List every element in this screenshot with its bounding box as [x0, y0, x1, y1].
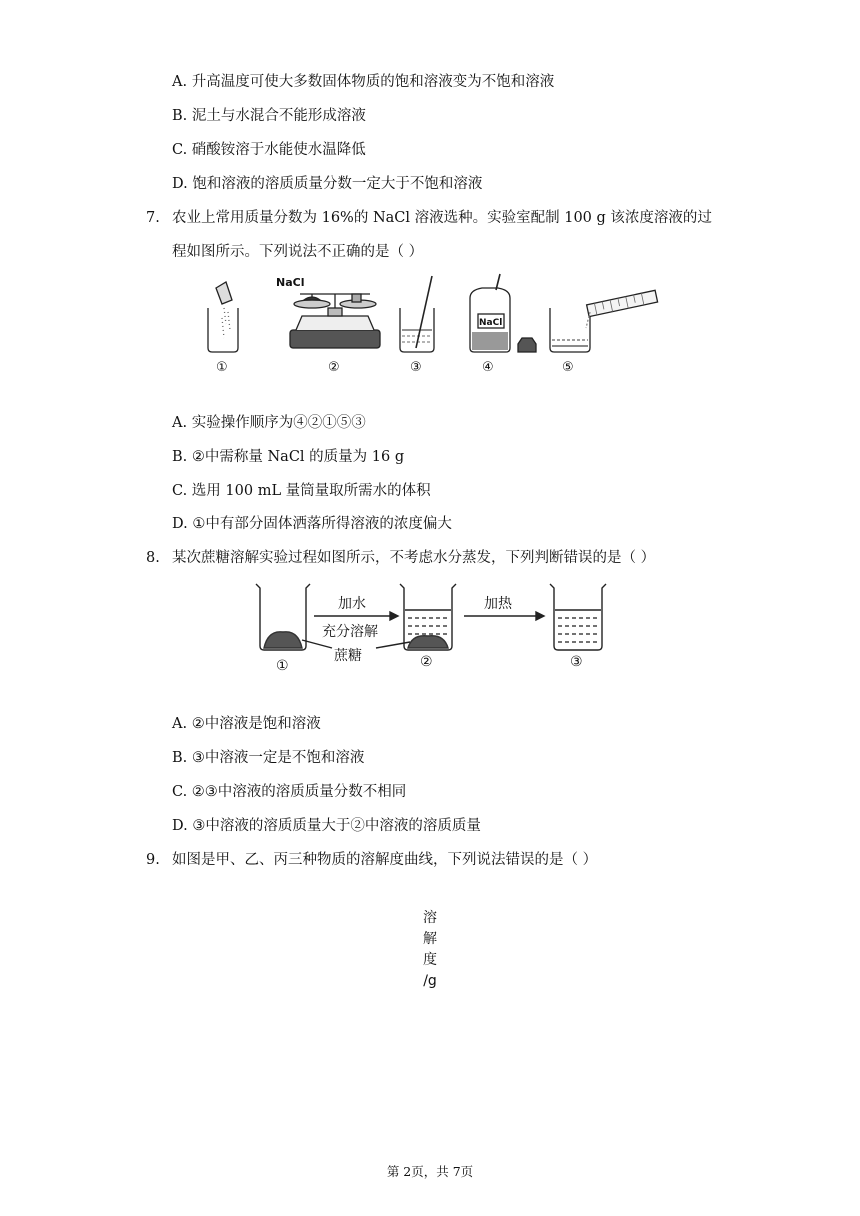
graduated-cylinder — [587, 290, 658, 316]
fig8-label-3: ③ — [570, 654, 583, 670]
balance — [290, 294, 380, 348]
q9-axis-label — [418, 908, 442, 992]
arrow1-top-label: 加水 — [338, 596, 366, 612]
q7-option-a: A. 实验操作顺序为④②①⑤③ — [172, 415, 366, 431]
q8-text: 某次蔗糖溶解实验过程如图所示，不考虑水分蒸发，下列判断错误的是（ ） — [172, 550, 656, 566]
glass-rod — [416, 276, 432, 348]
q8-number: 8. — [146, 550, 160, 566]
fig7-label-2: ② — [328, 360, 340, 375]
q6-option-c: C. 硝酸铵溶于水能使水温降低 — [172, 142, 366, 158]
q9-axis-char-2: 解 — [423, 931, 437, 947]
beaker-3 — [550, 584, 606, 650]
q8-figure — [250, 578, 620, 678]
arrow1-bottom-label: 充分溶解 — [322, 624, 378, 640]
q7-text-line2: 程如图所示。下列说法不正确的是（ ） — [172, 244, 424, 260]
fig7-label-3: ③ — [410, 360, 422, 375]
q7-number: 7. — [146, 210, 160, 226]
fig8-label-1: ① — [276, 658, 289, 674]
q6-option-a: A. 升高温度可使大多数固体物质的饱和溶液变为不饱和溶液 — [172, 74, 555, 90]
q8-option-d: D. ③中溶液的溶质质量大于②中溶液的溶质质量 — [172, 818, 481, 834]
q9-axis-char-4: /g — [423, 973, 437, 989]
q9-axis-char-1: 溶 — [423, 910, 437, 926]
fig7-label-1: ① — [216, 360, 228, 375]
nacl-bottle-label: NaCl — [479, 318, 503, 328]
sugar-label: 蔗糖 — [334, 648, 362, 664]
q7-text-line1: 农业上常用质量分数为 16%的 NaCl 溶液选种。实验室配制 100 g 该浓度溶液的过 — [172, 210, 712, 226]
q6-option-d: D. 饱和溶液的溶质质量分数一定大于不饱和溶液 — [172, 176, 483, 192]
fig7-label-5: ⑤ — [562, 360, 574, 375]
q9-number: 9. — [146, 852, 160, 868]
q8-option-b: B. ③中溶液一定是不饱和溶液 — [172, 750, 365, 766]
q7-option-c: C. 选用 100 mL 量筒量取所需水的体积 — [172, 483, 431, 499]
q9-text: 如图是甲、乙、丙三种物质的溶解度曲线，下列说法错误的是（ ） — [172, 852, 598, 868]
bottle-stopper — [518, 338, 536, 352]
fig8-label-2: ② — [420, 654, 433, 670]
page-footer: 第 2页，共 7页 — [386, 1164, 474, 1179]
q8-option-c: C. ②③中溶液的溶质质量分数不相同 — [172, 784, 407, 800]
q7-option-b: B. ②中需称量 NaCl 的质量为 16 g — [172, 449, 405, 465]
q8-option-a: A. ②中溶液是饱和溶液 — [172, 716, 321, 732]
q7-option-d: D. ①中有部分固体洒落所得溶液的浓度偏大 — [172, 516, 452, 532]
nacl-scale-label: NaCl — [276, 276, 305, 289]
sugar-pile-1 — [264, 632, 302, 648]
sugar-pile-2 — [408, 636, 448, 648]
q7-figure — [200, 268, 670, 378]
q6-option-b: B. 泥土与水混合不能形成溶液 — [172, 108, 366, 124]
q9-axis-char-3: 度 — [423, 952, 437, 968]
fig7-label-4: ④ — [482, 360, 494, 375]
weighing-paper — [216, 282, 232, 304]
arrow2-top-label: 加热 — [484, 596, 512, 612]
